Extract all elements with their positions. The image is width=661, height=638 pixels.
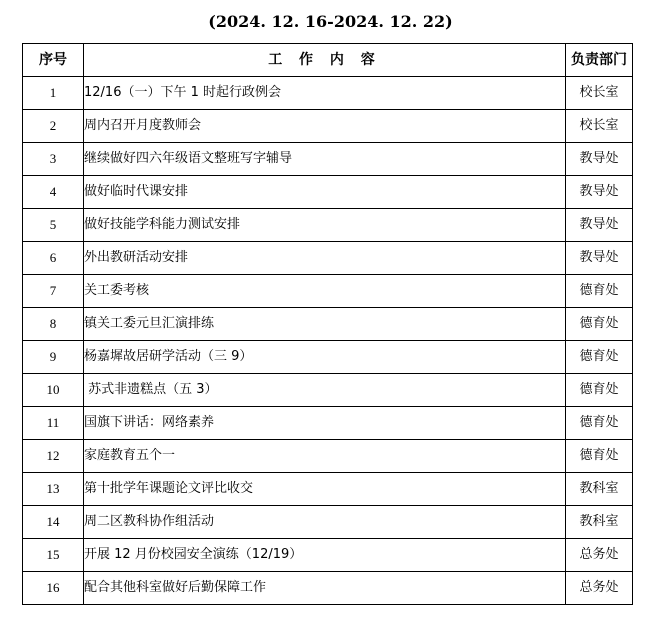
row-dept: 德育处 xyxy=(566,440,633,473)
row-no: 6 xyxy=(23,242,84,275)
row-content: 继续做好四六年级语文整班写字辅导 xyxy=(84,143,566,176)
row-dept: 总务处 xyxy=(566,539,633,572)
table-row xyxy=(23,176,633,209)
row-no: 13 xyxy=(23,473,84,506)
header-no: 序号 xyxy=(23,44,84,77)
row-content: 国旗下讲话：网络素养 xyxy=(84,407,566,440)
table-row xyxy=(23,374,633,407)
row-no: 12 xyxy=(23,440,84,473)
row-no: 1 xyxy=(23,77,84,110)
row-content: 配合其他科室做好后勤保障工作 xyxy=(84,572,566,605)
table-row xyxy=(23,341,633,374)
row-no: 14 xyxy=(23,506,84,539)
page-title: (2024. 12. 16-2024. 12. 22) xyxy=(208,12,453,31)
row-no: 11 xyxy=(23,407,84,440)
row-no: 8 xyxy=(23,308,84,341)
row-dept: 教导处 xyxy=(566,143,633,176)
table-row xyxy=(23,110,633,143)
header-content: 工 作 内 容 xyxy=(84,44,566,77)
row-content: 开展 12 月份校园安全演练（12/19） xyxy=(84,539,566,572)
row-no: 3 xyxy=(23,143,84,176)
table-row xyxy=(23,506,633,539)
row-dept: 德育处 xyxy=(566,374,633,407)
row-content: 做好临时代课安排 xyxy=(84,176,566,209)
row-dept: 教导处 xyxy=(566,176,633,209)
row-no: 4 xyxy=(23,176,84,209)
row-dept: 校长室 xyxy=(566,110,633,143)
row-dept: 德育处 xyxy=(566,407,633,440)
table-row xyxy=(23,572,633,605)
row-no: 15 xyxy=(23,539,84,572)
row-content: 周二区教科协作组活动 xyxy=(84,506,566,539)
row-dept: 教科室 xyxy=(566,506,633,539)
schedule-table xyxy=(22,43,633,605)
table-row xyxy=(23,539,633,572)
row-dept: 总务处 xyxy=(566,572,633,605)
row-content: 镇关工委元旦汇演排练 xyxy=(84,308,566,341)
row-dept: 德育处 xyxy=(566,308,633,341)
row-dept: 教科室 xyxy=(566,473,633,506)
row-content: 家庭教育五个一 xyxy=(84,440,566,473)
row-content: 杨嘉墀故居研学活动（三 9） xyxy=(84,341,566,374)
table-row xyxy=(23,407,633,440)
table-row xyxy=(23,308,633,341)
header-dept: 负责部门 xyxy=(566,44,633,77)
row-content: 外出教研活动安排 xyxy=(84,242,566,275)
row-no: 7 xyxy=(23,275,84,308)
table-row xyxy=(23,473,633,506)
row-no: 5 xyxy=(23,209,84,242)
row-no: 10 xyxy=(23,374,84,407)
table-row xyxy=(23,242,633,275)
row-content: 苏式非遗糕点（五 3） xyxy=(84,374,566,407)
row-content: 做好技能学科能力测试安排 xyxy=(84,209,566,242)
row-content: 周内召开月度教师会 xyxy=(84,110,566,143)
row-dept: 德育处 xyxy=(566,275,633,308)
table-header-row xyxy=(23,44,633,77)
table-row xyxy=(23,77,633,110)
table-row xyxy=(23,275,633,308)
row-content: 12/16（一）下午 1 时起行政例会 xyxy=(84,77,566,110)
table-row xyxy=(23,440,633,473)
row-dept: 校长室 xyxy=(566,77,633,110)
row-no: 9 xyxy=(23,341,84,374)
row-dept: 教导处 xyxy=(566,209,633,242)
row-content: 第十批学年课题论文评比收交 xyxy=(84,473,566,506)
row-no: 2 xyxy=(23,110,84,143)
row-content: 关工委考核 xyxy=(84,275,566,308)
row-dept: 德育处 xyxy=(566,341,633,374)
row-dept: 教导处 xyxy=(566,242,633,275)
table-row xyxy=(23,209,633,242)
row-no: 16 xyxy=(23,572,84,605)
table-row xyxy=(23,143,633,176)
